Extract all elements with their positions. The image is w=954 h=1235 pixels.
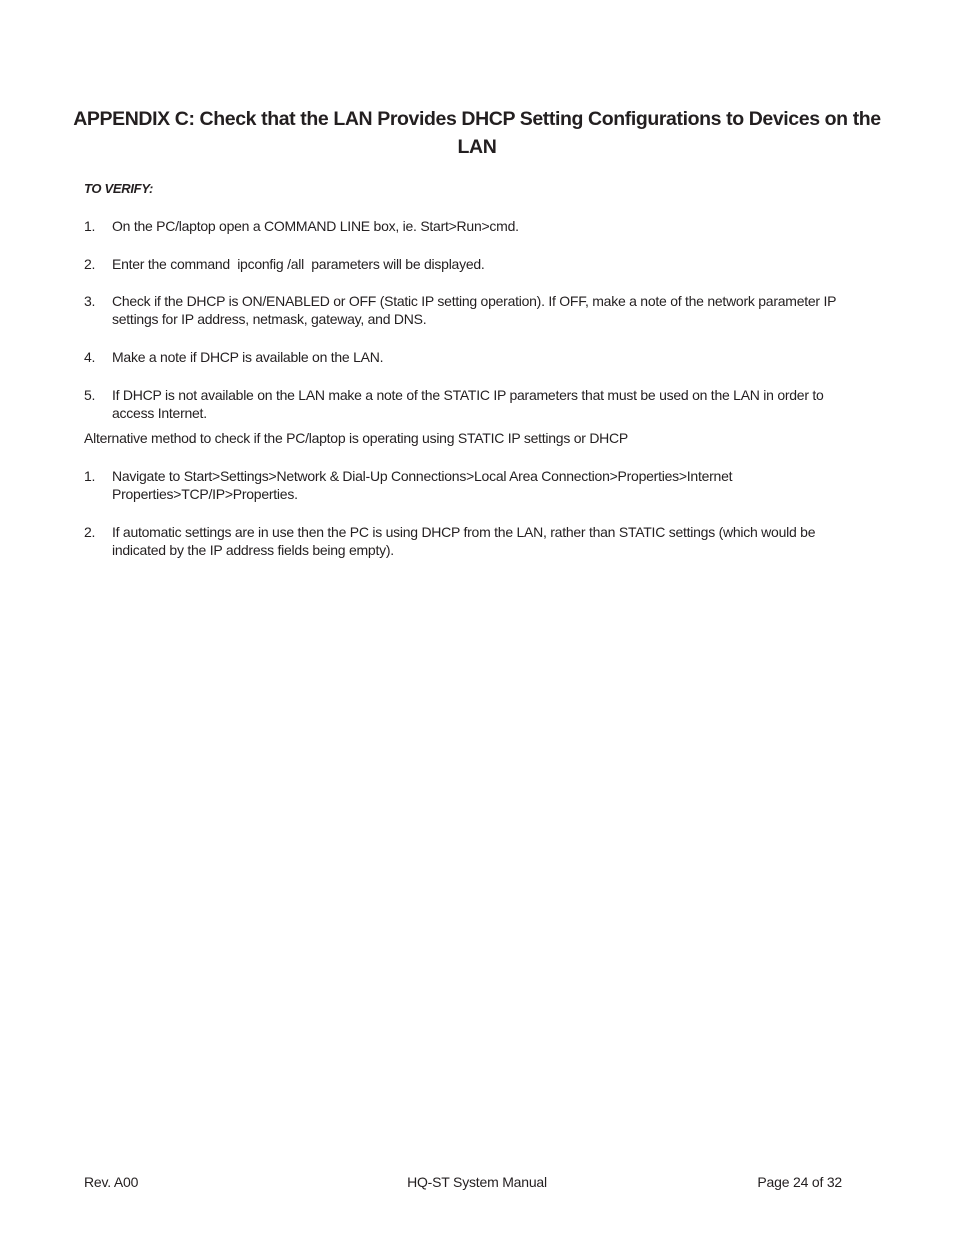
alternative-intro: Alternative method to check if the PC/laptop is operating using STATIC IP settings or DHCP [84,430,628,446]
list-number: 4. [84,349,96,365]
list-text: Navigate to Start>Settings>Network & Dial-Up Connections>Local Area Connection>Properties>Internet Properties>TCP/IP>Properties. [112,468,733,502]
page-title: APPENDIX C: Check that the LAN Provides DHCP Setting Configurations to Devices on the LAN [73,108,881,158]
list-item [84,217,854,235]
list-text: If automatic settings are in use then the PC is using DHCP from the LAN, rather than STATIC settings (which would be indicated by the IP address fields being empty). [112,524,816,558]
list-item [84,292,854,328]
footer-manual-title: HQ-ST System Manual [407,1174,547,1190]
list-number: 1. [84,468,96,484]
list-text: Make a note if DHCP is available on the LAN. [112,349,384,365]
list-number: 5. [84,387,96,403]
list-text: If DHCP is not available on the LAN make a note of the STATIC IP parameters that must be used on the LAN in order to access Internet. [112,387,824,421]
list-text: Enter the command ipconfig /all parameters will be displayed. [112,256,485,272]
list-item [84,523,854,559]
verify-heading: TO VERIFY: [84,181,153,196]
list-number: 2. [84,524,96,540]
footer-revision: Rev. A00 [84,1174,139,1190]
list-number: 1. [84,218,96,234]
list-number: 2. [84,256,96,272]
list-text: On the PC/laptop open a COMMAND LINE box, ie. Start>Run>cmd. [112,218,519,234]
list-item [84,348,854,366]
footer-page-number: Page 24 of 32 [757,1174,842,1190]
list-number: 3. [84,293,96,309]
list-item [84,255,854,273]
list-item [84,386,854,422]
list-item [84,467,854,503]
list-text: Check if the DHCP is ON/ENABLED or OFF (Static IP setting operation). If OFF, make a note of the network parameter IP settings for IP address, netmask, gateway, and DNS. [112,293,836,327]
